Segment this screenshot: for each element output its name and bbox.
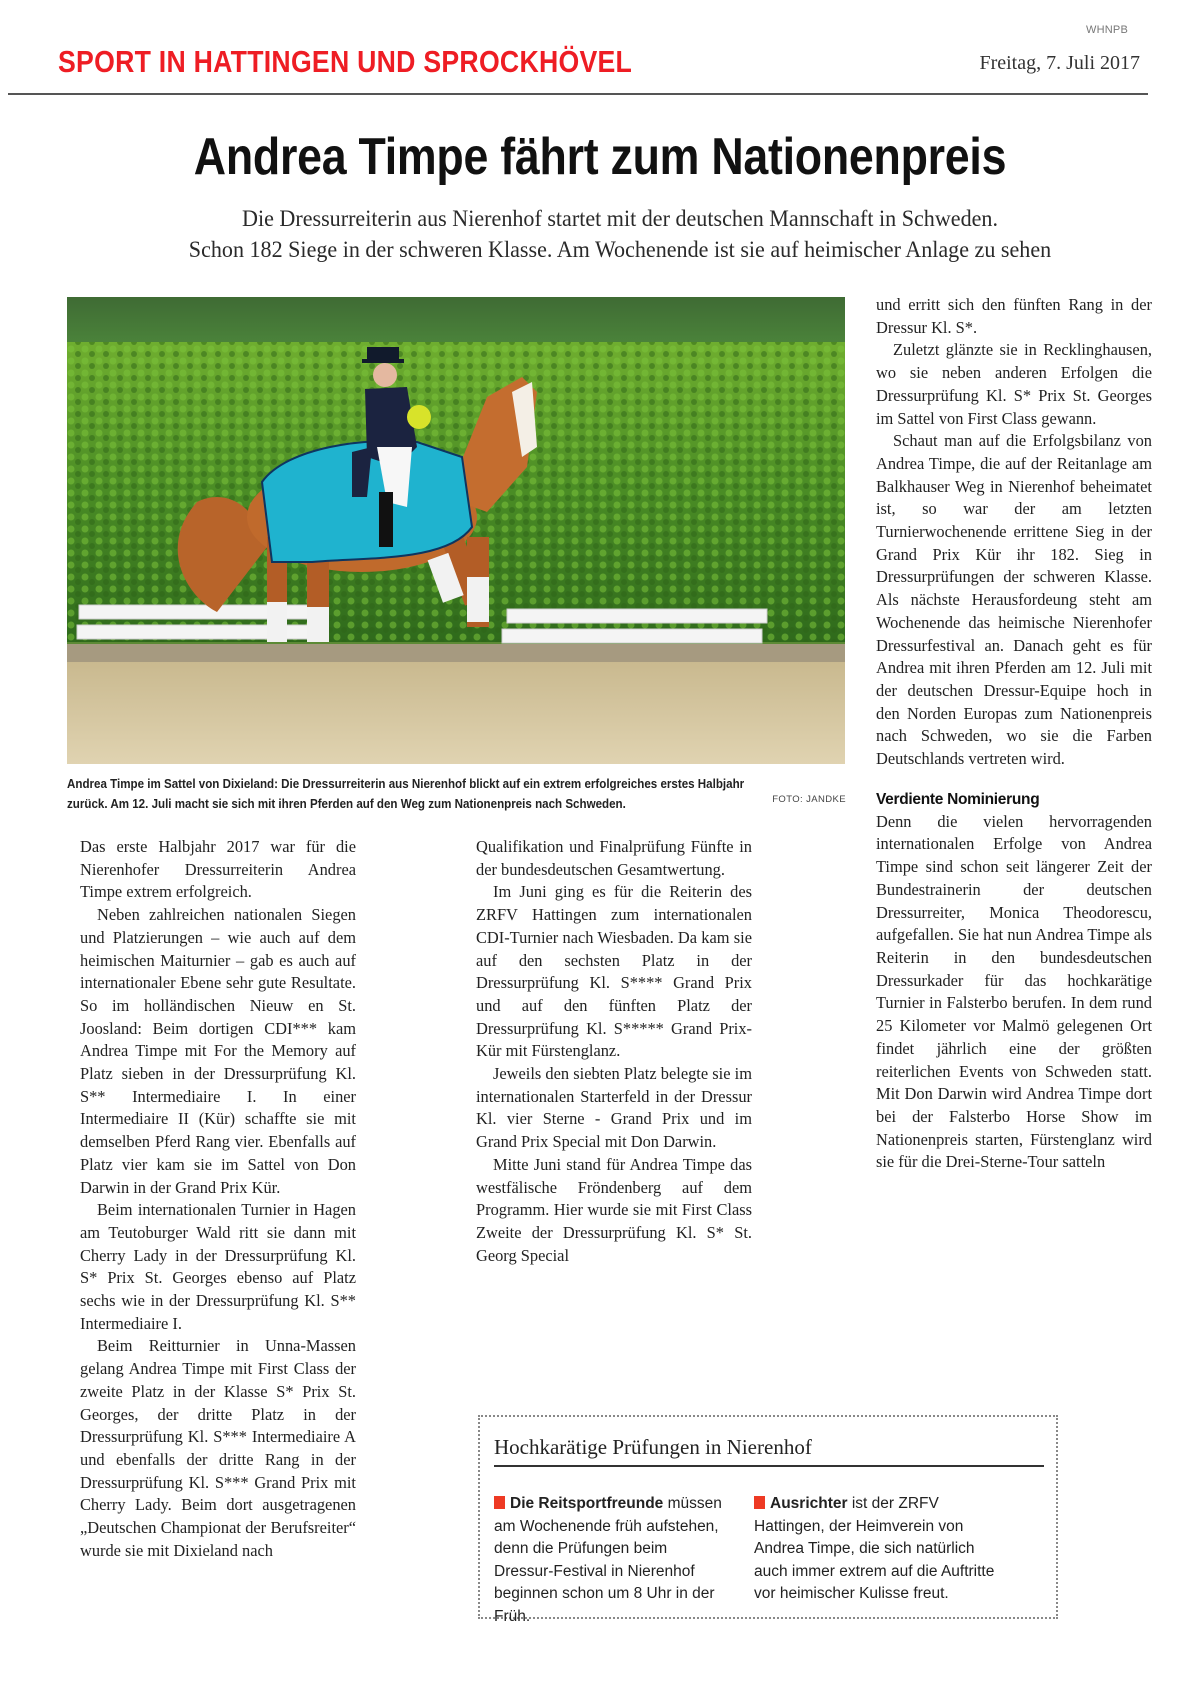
masthead-divider — [8, 93, 1148, 95]
info-item — [754, 1493, 1004, 1606]
paragraph: Zuletzt glänzte sie in Recklinghausen, wo sie neben anderen Erfolgen die Dressurprüfung Kl. S* Prix St. Georges im Sattel von First Class gewann. — [876, 340, 1152, 428]
edition-code: WHNPB — [1086, 24, 1128, 36]
paragraph: Jeweils den siebten Platz belegte sie im internationalen Starterfeld in der Dressur Kl. vier Sterne - Grand Prix und im Grand Prix Special mit Don Darwin. — [476, 1064, 752, 1152]
info-box-divider — [494, 1465, 1044, 1467]
red-square-bullet-icon — [754, 1496, 765, 1509]
red-square-bullet-icon — [494, 1496, 505, 1509]
subheadline-line-2: Schon 182 Siege in der schweren Klasse. Am Wochenende ist sie auf heimischer Anlage zu sehen — [188, 237, 1052, 262]
paragraph: Mitte Juni stand für Andrea Timpe das westfälische Fröndenberg auf dem Programm. Hier wurde sie mit First Class Zweite der Dressurprüfung Kl. S* St. Georg Special — [476, 1154, 752, 1265]
caption-line-1: Andrea Timpe im Sattel von Dixieland: Die Dressurreiterin aus Nierenhof blickt auf ein extrem erfolgreiches erstes Halbjahr — [67, 777, 745, 791]
article-column-3 — [876, 294, 1152, 1174]
paragraph: Beim Reitturnier in Unna-Massen gelang Andrea Timpe mit First Class der zweite Platz in der Klasse S* Prix St. Georges, der dritte Platz in der Dressurprüfung Kl. S*** Intermediaire A und ebenfalls der dritte Rang in der Dressurprüfung Kl. S*** Grand Prix mit Cherry Lady. Beim dort ausgetragenen „Deutschen Championat der Berufsreiter“ wurde sie mit Dixieland nach — [80, 1336, 356, 1560]
dressage-photo-illustration — [67, 297, 845, 764]
paragraph: Beim internationalen Turnier in Hagen am Teutoburger Wald ritt sie dann mit Cherry Lady in der Dressurprüfung Kl. S* Prix St. Georges ebenso auf Platz sechs wie in der Dressurprüfung Kl. S** Intermediaire I. — [80, 1200, 356, 1333]
caption-line-2: zurück. Am 12. Juli macht sie sich mit ihren Pferden auf den Weg zum Nationenpreis nach Schweden. — [67, 797, 626, 811]
article-photo — [67, 297, 845, 764]
paragraph: Neben zahlreichen nationalen Siegen und Platzierungen – wie auch auf dem heimischen Maiturnier – gab es auch auf internationaler Ebene sehr gute Resultate. So im holländischen Nieuw en St. Joosland: Beim dortigen CDI*** kam Andrea Timpe mit For the Memory auf Platz sieben in der Dressurprüfung Kl. S** Intermediaire I. In einer Intermediaire II (Kür) schaffte sie mit demselben Pferd Rang vier. Ebenfalls auf Platz vier kam sie im Sattel von Don Darwin in der Grand Prix Kür. — [80, 905, 356, 1197]
info-item — [494, 1493, 730, 1629]
info-item-text: ist der ZRFV Hattingen, der Heimverein von Andrea Timpe, die sich natürlich auch immer extrem auf die Auftritte vor heimischer Kulisse freut. — [754, 1495, 995, 1603]
section-title: SPORT IN HATTINGEN UND SPROCKHÖVEL — [58, 44, 633, 79]
subheading: Verdiente Nominierung — [876, 790, 1040, 808]
info-item-lead: Die Reitsportfreunde — [510, 1495, 664, 1512]
info-item-lead: Ausrichter — [770, 1495, 848, 1512]
paragraph: Im Juni ging es für die Reiterin des ZRFV Hattingen zum internationalen CDI-Turnier nach Wiesbaden. Da kam sie auf den sechsten Platz in der Dressurprüfung Kl. S**** Grand Prix und auf den fünften Platz der Dressurprüfung Kl. S***** Grand Prix-Kür mit Fürstenglanz. — [476, 882, 752, 1061]
paragraph: und erritt sich den fünften Rang in der Dressur Kl. S*. — [876, 295, 1152, 337]
paragraph: Schaut man auf die Erfolgsbilanz von Andrea Timpe, die auf der Reitanlage am Balkhauser Weg in Nierenhof beheimatet ist, so war der am letzten Turnierwochenende errittene Sieg in der Grand Prix Kür ihr 182. Sieg in Dressurprüfungen der schweren Klasse. Als nächste Herausfordeung steht am Wochenende das heimische Nierenhofer Dressurfestival an. Danach geht es für Andrea mit ihren Pferden am 12. Juli mit der deutschen Dressur-Equipe hoch in den Norden Europas zum Nationenpreis nach Schweden, wo sie die Farben Deutschlands vertreten wird. — [876, 431, 1152, 769]
issue-date: Freitag, 7. Juli 2017 — [979, 52, 1140, 74]
info-box-title: Hochkarätige Prüfungen in Nierenhof — [494, 1435, 812, 1459]
article-column-1 — [80, 836, 356, 1563]
paragraph: Denn die vielen hervorragenden internationalen Erfolge von Andrea Timpe sind schon seit längerer Zeit der Bundestrainerin der deutschen Dressurreiter, Monica Theodorescu, aufgefallen. Sie hat nun Andrea Timpe als Reiterin in den bundesdeutschen Dressurkader für das hochkarätige Turnier in Falsterbo berufen. In dem rund 25 Kilometer vor Malmö gelegenen Ort findet jährlich eine der größten reiterlichen Events von Schweden statt. Mit Don Darwin wird Andrea Timpe dort bei der Falsterbo Horse Show im Nationenpreis starten, Fürstenglanz wird sie für die Drei-Sterne-Tour satteln — [876, 811, 1152, 1172]
article-column-2 — [476, 836, 752, 1267]
headline: Andrea Timpe fährt zum Nationenpreis — [193, 128, 1007, 186]
photo-credit: FOTO: JANDKE — [772, 794, 846, 805]
paragraph: Das erste Halbjahr 2017 war für die Nierenhofer Dressurreiterin Andrea Timpe extrem erfolgreich. — [80, 837, 356, 902]
subheadline-line-1: Die Dressurreiterin aus Nierenhof startet mit der deutschen Mannschaft in Schweden. — [242, 206, 998, 231]
info-box — [478, 1415, 1058, 1625]
photo-caption — [67, 774, 845, 814]
paragraph: Qualifikation und Finalprüfung Fünfte in der bundesdeutschen Gesamtwertung. — [476, 837, 752, 879]
info-item-text: müssen am Wochenende früh aufstehen, denn die Prüfungen beim Dressur-Festival in Nierenhof beginnen schon um 8 Uhr in der Früh. — [494, 1495, 722, 1625]
arena-sand — [67, 662, 845, 764]
